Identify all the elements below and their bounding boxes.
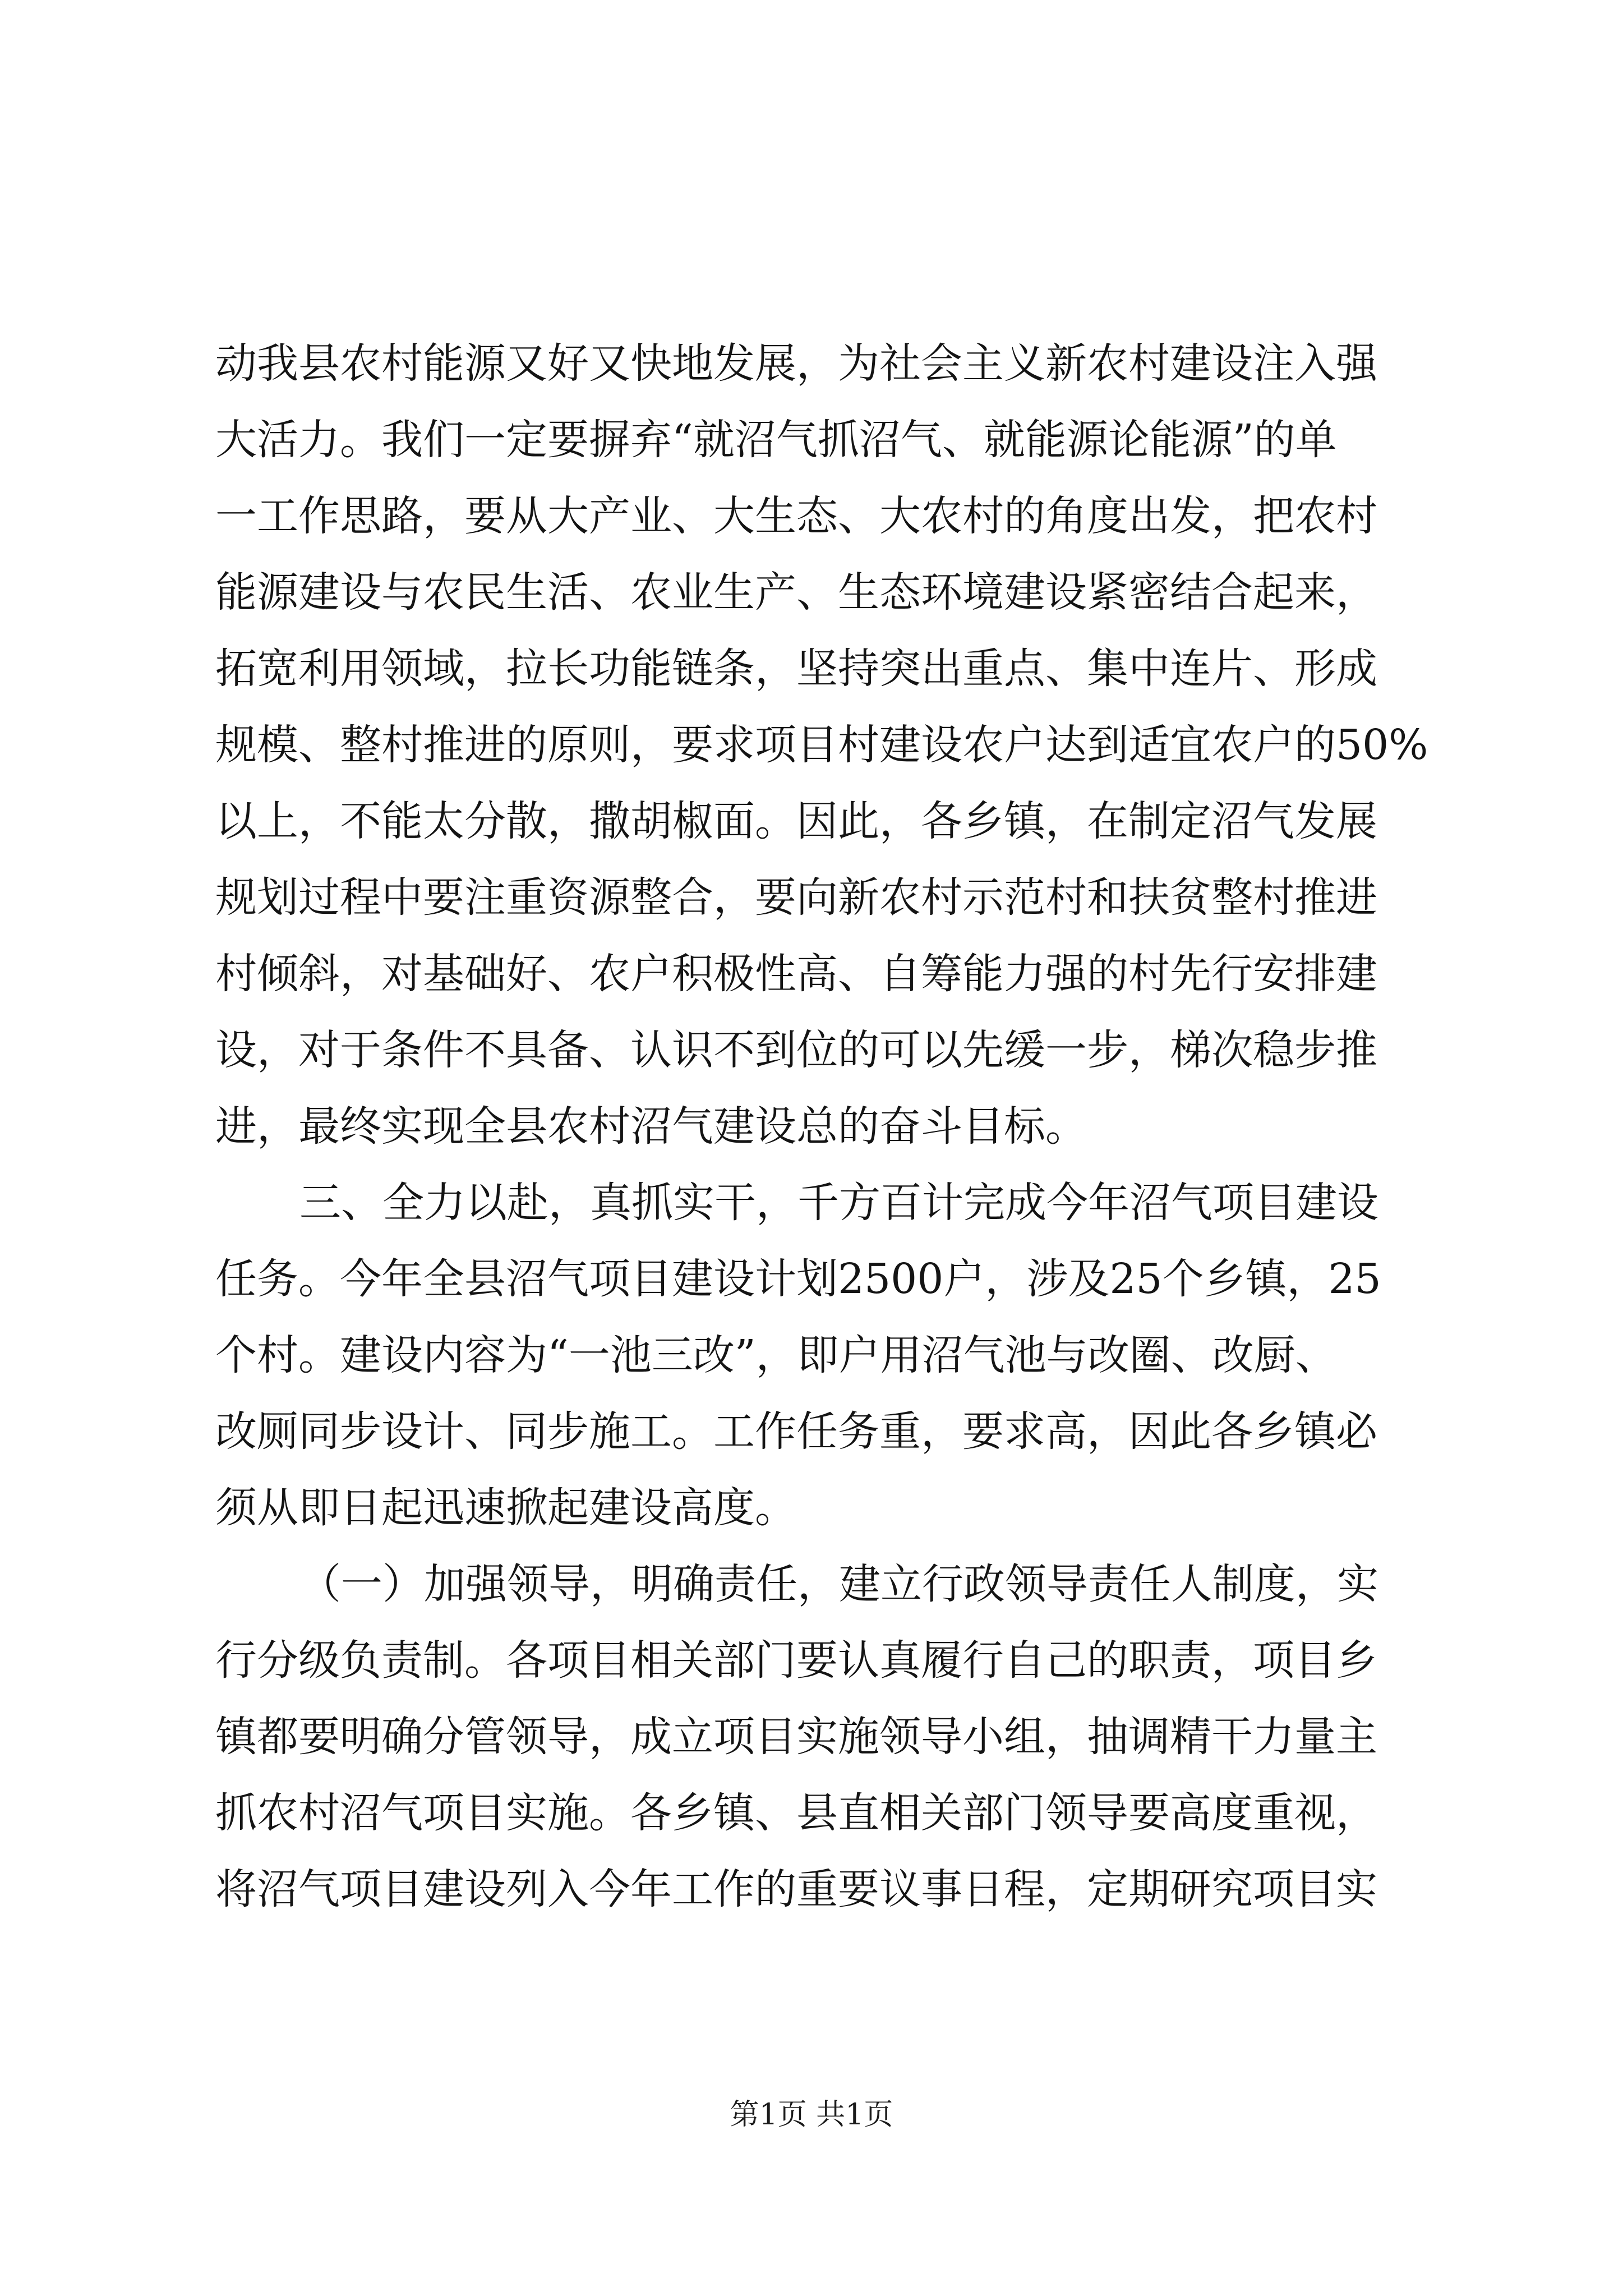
text-line: 行分级负责制。各项目相关部门要认真履行自己的职责，项目乡 [215,1636,1377,1685]
subsection-heading-line: （一）加强领导，明确责任，建立行政领导责任人制度，实 [299,1560,1378,1608]
section-heading-line: 三、全力以赴，真抓实干，千方百计完成今年沼气项目建设 [299,1179,1378,1227]
text-line: 拓宽利用领域，拉长功能链条，坚持突出重点、集中连片、形成 [215,645,1377,693]
text-line: 镇都要明确分管领导，成立项目实施领导小组，抽调精干力量主 [215,1713,1377,1761]
text-line: 村倾斜，对基础好、农户积极性高、自筹能力强的村先行安排建 [215,950,1377,998]
text-line: 进，最终实现全县农村沼气建设总的奋斗目标。 [215,1102,1087,1151]
text-line: 任务。今年全县沼气项目建设计划2500户，涉及25个乡镇，25 [215,1255,1381,1303]
text-line: 大活力。我们一定要摒弃“就沼气抓沼气、就能源论能源”的单 [215,416,1337,464]
text-line: 个村。建设内容为“一池三改”，即户用沼气池与改圈、改厨、 [215,1331,1337,1379]
text-line: 须从即日起迅速掀起建设高度。 [215,1484,796,1532]
text-line: 改厕同步设计、同步施工。工作任务重，要求高，因此各乡镇必 [215,1407,1377,1456]
text-line: 抓农村沼气项目实施。各乡镇、县直相关部门领导要高度重视， [215,1789,1377,1837]
page-number-footer: 第1页 共1页 [730,2098,893,2132]
text-line: 能源建设与农民生活、农业生产、生态环境建设紧密结合起来， [215,568,1377,616]
text-line: 动我县农村能源又好又快地发展，为社会主义新农村建设注入强 [215,339,1377,388]
text-line: 规划过程中要注重资源整合，要向新农村示范村和扶贫整村推进 [215,873,1377,922]
text-line: 一工作思路，要从大产业、大生态、大农村的角度出发，把农村 [215,492,1377,540]
text-line: 以上，不能太分散，撒胡椒面。因此，各乡镇，在制定沼气发展 [215,797,1377,845]
text-line: 规模、整村推进的原则，要求项目村建设农户达到适宜农户的50% [215,721,1428,769]
text-line: 设，对于条件不具备、认识不到位的可以先缓一步，梯次稳步推 [215,1026,1377,1074]
text-line: 将沼气项目建设列入今年工作的重要议事日程，定期研究项目实 [215,1865,1377,1913]
